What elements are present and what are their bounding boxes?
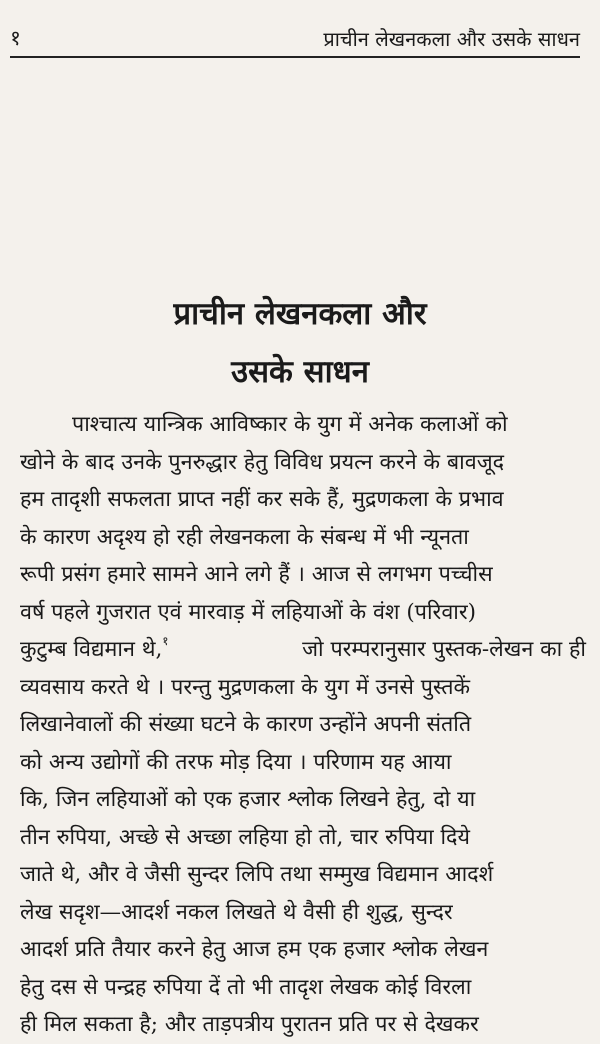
text-line: जाते थे, और वे जैसी सुन्दर लिपि तथा सम्मुख विद्यमान आदर्श bbox=[20, 862, 494, 887]
text-line: व्यवसाय करते थे । परन्तु मुद्रणकला के युग में उनसे पुस्तकें bbox=[20, 674, 471, 700]
text-line: लिखानेवालों की संख्या घटने के कारण उन्होंने अपनी संतति bbox=[20, 712, 472, 737]
page-number: १ bbox=[10, 26, 21, 50]
text-line: हम तादृशी सफलता प्राप्त नहीं कर सके हैं, मुद्रणकला के प्रभाव bbox=[20, 487, 504, 512]
text-line: हेतु दस से पन्द्रह रुपिया दें तो भी तादृश लेखक कोई विरला bbox=[20, 974, 472, 1000]
text-line bbox=[20, 631, 586, 669]
text-line: तीन रुपिया, अच्छे से अच्छा लहिया हो तो, चार रुपिया दिये bbox=[20, 824, 470, 850]
chapter-title-line-1: प्राचीन लेखनकला और bbox=[173, 296, 427, 332]
text-line: पाश्चात्य यान्त्रिक आविष्कार के युग में अनेक कलाओं को bbox=[72, 412, 508, 437]
text-line: आदर्श प्रति तैयार करने हेतु आज हम एक हजार श्लोक लेखन bbox=[20, 937, 489, 962]
footnote-marker: १ bbox=[162, 634, 169, 648]
text-line: कि, जिन लहियाओं को एक हजार श्लोक लिखने हेतु, दो या bbox=[20, 787, 476, 812]
text-line: को अन्य उद्योगों की तरफ मोड़ दिया । परिणाम यह आया bbox=[20, 749, 452, 775]
text-line: के कारण अदृश्य हो रही लेखनकला के संबन्ध में भी न्यूनता bbox=[20, 524, 469, 550]
text-segment: जो परम्परानुसार पुस्तक-लेखन का ही bbox=[302, 637, 586, 662]
text-line: लेख सदृश—आदर्श नकल लिखते थे वैसी ही शुद्ध, सुन्दर bbox=[20, 899, 453, 925]
running-title: प्राचीन लेखनकला और उसके साधन bbox=[323, 27, 580, 51]
text-line: खोने के बाद उनके पुनरुद्धार हेतु विविध प्रयत्न करने के बावजूद bbox=[20, 449, 505, 475]
text-line: रूपी प्रसंग हमारे सामने आने लगे हैं । आज से लगभग पच्चीस bbox=[20, 562, 493, 587]
body-paragraph bbox=[20, 406, 586, 1044]
chapter-title-line-2: उसके साधन bbox=[231, 354, 369, 390]
text-segment: कुटुम्ब विद्यमान थे,$^१$ bbox=[20, 634, 169, 662]
running-header bbox=[10, 18, 580, 58]
text-line: वर्ष पहले गुजरात एवं मारवाड़ में लहियाओं के वंश (परिवार) bbox=[20, 599, 477, 625]
text-line: ही मिल सकता है; और ताड़पत्रीय पुरातन प्रति पर से देखकर bbox=[20, 1012, 479, 1037]
